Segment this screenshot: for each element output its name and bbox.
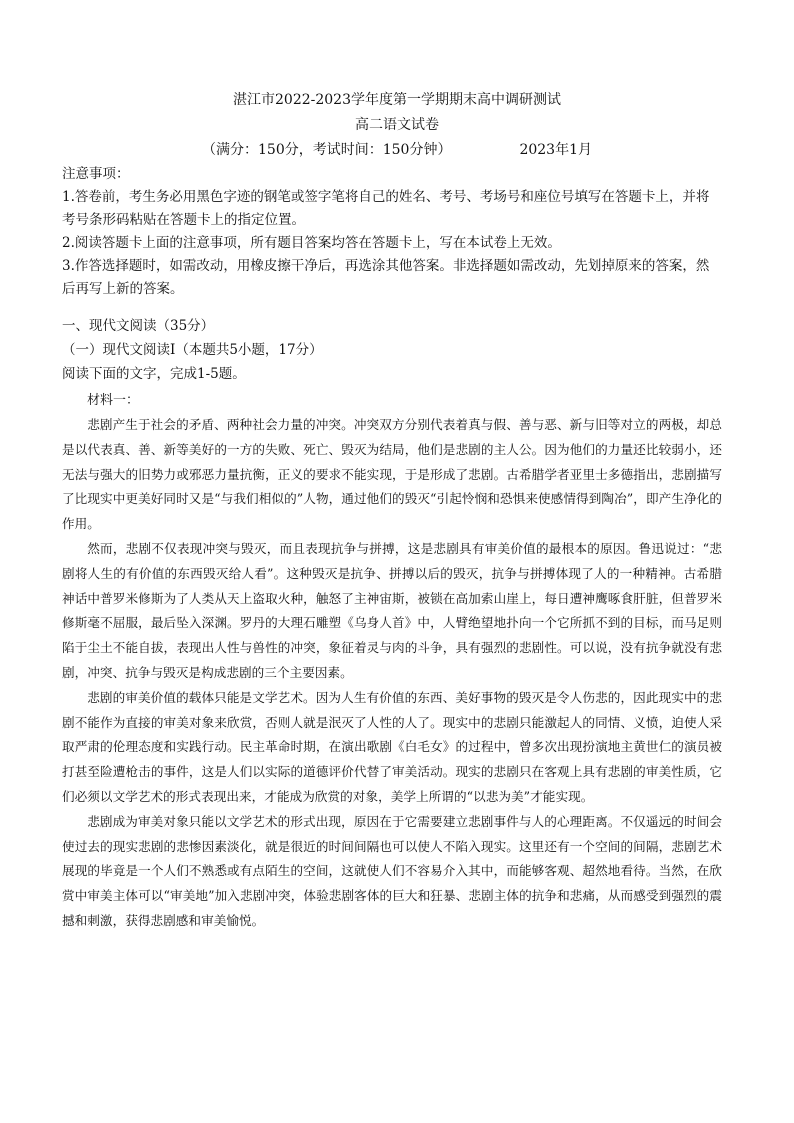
article-paragraph-4: 悲剧成为审美对象只能以文学艺术的形式出现，原因在于它需要建立悲剧事件与人的心理距离。不仅遥远的时间会使过去的现实悲剧的悲惨因素淡化，就是很近的时间间隔也可以使人不陷入现实。这里还有一个空间的间隔，悲剧艺术展现的毕竟是一个人们不熟悉或有点陌生的空间，这就使人们不容易介入其中，而能够客观、超然地看待。当然，在欣赏中审美主体可以“审美地”加入悲剧冲突，体验悲剧客体的巨大和狂暴、悲剧主体的抗争和悲痛，从而感受到强烈的震撼和刺激，获得悲剧感和审美愉悦。 [62, 813, 722, 928]
notes-block [62, 163, 722, 301]
exam-title: 湛江市2022-2023学年度第一学期期末高中调研测试 [233, 92, 561, 108]
notes-heading: 注意事项： [62, 166, 130, 182]
notes-item-3: 3.作答选择题时，如需改动，用橡皮擦干净后，再选涂其他答案。非选择题如需改动，先划掉原来的答案，然后再写上新的答案。 [62, 258, 710, 297]
article-paragraph-2: 然而，悲剧不仅表现冲突与毁灭，而且表现抗争与拼搏，这是悲剧具有审美价值的最根本的原因。鲁迅说过：“悲剧将人生的有价值的东西毁灭给人看”。这种毁灭是抗争、拼搏以后的毁灭，抗争与拼搏体现了人的一种精神。古希腊神话中普罗米修斯为了人类从天上盗取火种，触怒了主神宙斯，被锁在高加索山崖上，每日遭神鹰啄食肝脏，但普罗米修斯毫不屈服，最后坠入深渊。罗丹的大理石雕塑《乌身人首》中，人臂绝望地扑向一个它所抓不到的目标，而马足则陷于尘土不能自拔，表现出人性与兽性的冲突，象征着灵与肉的斗争，具有强烈的悲剧性。可以说，没有抗争就没有悲剧，冲突、抗争与毁灭是构成悲剧的三个主要因素。 [62, 540, 722, 680]
exam-subtitle: 高二语文试卷 [355, 117, 439, 133]
material-one-text [62, 413, 722, 934]
article-paragraph-1: 悲剧产生于社会的矛盾、两种社会力量的冲突。冲突双方分别代表着真与假、善与恶、新与旧等对立的两极，却总是以代表真、善、新等美好的一方的失败、死亡、毁灭为结局，他们是悲剧的主人公。因为他们的力量还比较弱小，还无法与强大的旧势力或邪恶力量抗衡，正义的要求不能实现，于是形成了悲剧。古希腊学者亚里士多德指出，悲剧描写了比现实中更美好同时又是“与我们相似的”人物，通过他们的毁灭“引起怜悯和恐惧来使感情得到陶冶”，即产生净化的作用。 [62, 417, 722, 532]
exam-score-time: （满分：150分，考试时间：150分钟） [202, 142, 452, 158]
part1-heading: 一、现代文阅读（35分） [62, 318, 215, 334]
exam-date: 2023年1月 [519, 142, 592, 158]
notes-item-2: 2.阅读答题卡上面的注意事项，所有题目答案均答在答题卡上，写在本试卷上无效。 [62, 235, 561, 251]
article-paragraph-3: 悲剧的审美价值的载体只能是文学艺术。因为人生有价值的东西、美好事物的毁灭是令人伤悲的，因此现实中的悲剧不能作为直接的审美对象来欣赏，否则人就是泯灭了人性的人了。现实中的悲剧只能激起人的同情、义愤，迫使人采取严肃的伦理态度和实践行动。民主革命时期，在演出歌剧《白毛女》的过程中，曾多次出现扮演地主黄世仁的演员被打甚至险遭枪击的事件，这是人们以实际的道德评价代替了审美活动。现实的悲剧只在客观上具有悲剧的审美性质，它们必须以文学艺术的形式表现出来，才能成为欣赏的对象，美学上所谓的“以悲为美”才能实现。 [62, 689, 722, 804]
exam-info-line [0, 140, 794, 160]
part1-subheading: （一）现代文阅读Ⅰ（本题共5小题，17分） [62, 342, 323, 358]
notes-item-1: 1.答卷前，考生务必用黑色字迹的钢笔或签字笔将自己的姓名、考号、考场号和座位号填写在答题卡上，并将考号条形码粘贴在答题卡上的指定位置。 [62, 189, 710, 228]
material-label: 材料一： [87, 393, 140, 408]
reading-instruction: 阅读下面的文字，完成1-5题。 [62, 366, 246, 382]
